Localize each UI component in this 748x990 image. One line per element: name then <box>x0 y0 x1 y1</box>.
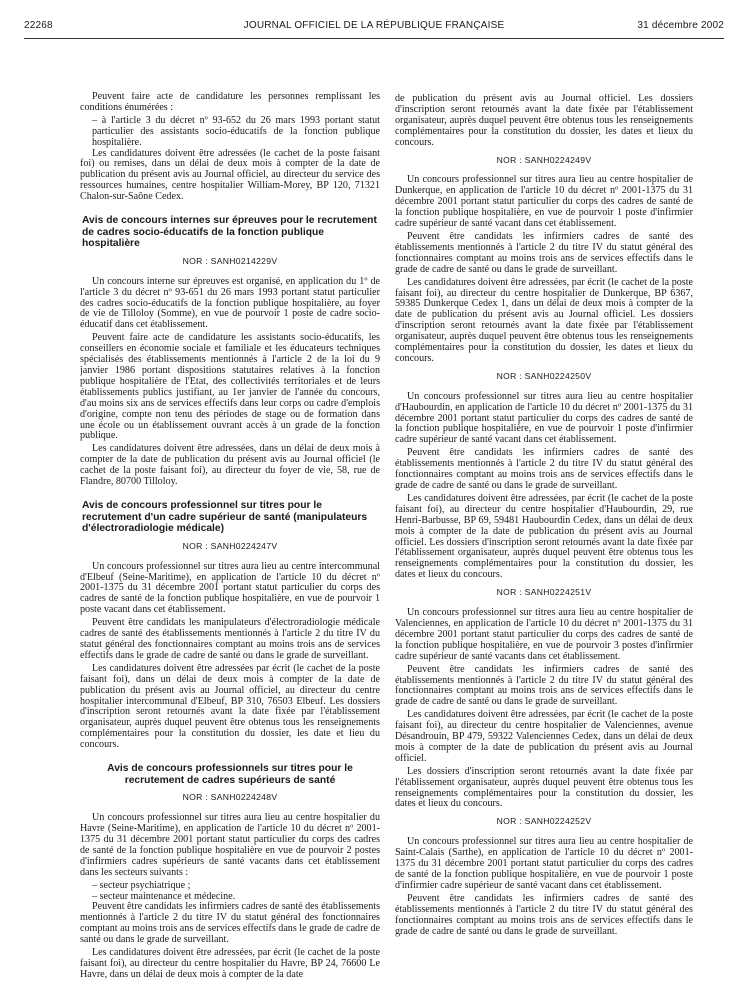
paragraph: Peuvent être candidats les infirmiers cadres de santé des établissements mentionnés à l'article 2 du titre IV du statut général des fonctionnaires comptant au moins trois ans de services effectifs dans le grade de cadre de santé ou dans le grade de surveillant. <box>395 892 693 937</box>
paragraph: Peuvent être candidats les infirmiers cadres de santé des établissements mentionnés à l'article 2 du titre IV du statut général des fonctionnaires comptant au moins trois ans de services effectifs dans le grade de cadre de santé ou dans le grade de surveillant. <box>395 230 693 275</box>
header-rule <box>24 38 724 39</box>
paragraph: Peuvent faire acte de candidature les personnes remplissant les conditions énumérées : <box>80 92 380 113</box>
nor-reference: NOR : SANH0224247V <box>182 540 278 551</box>
list-item: – secteur psychiatrique ; <box>92 879 191 891</box>
paragraph: Un concours professionnel sur titres aura lieu au centre hospitalier d'Haubourdin, en application de l'article 10 du décret nº 2001-1375 du 31 décembre 2001 portant statut particulier du corps des cadres de santé de la fonction publique hospitalière, en vue de pourvoir 1 poste d'infirmier cadre supérieur de santé vacant dans cet établissement. <box>395 390 693 446</box>
paragraph: Les candidatures doivent être adressées, dans un délai de deux mois à compter de la date de publication du présent avis au Journal officiel (le cachet de la poste faisant foi), au directeur du foyer de vie, 58, rue de Flandre, 80700 Tilloloy. <box>80 443 380 488</box>
left-column <box>80 92 380 982</box>
paragraph: Les dossiers d'inscription seront retournés avant la date fixée par l'établissement organisateur, auprès duquel peuvent être obtenus tous les renseignements complémentaires pour la constitution du dossier, les dates et lieux du concours. <box>395 765 693 810</box>
page-number: 22268 <box>24 20 53 31</box>
paragraph: Les candidatures doivent être adressées (le cachet de la poste faisant foi) ou remises, dans un délai de deux mois à compter de la date de publication du présent avis au Journal officiel, au directeur du service des ressources humaines, centre hospitalier William-Morey, BP 120, 71321 Chalon-sur-Saône Cedex. <box>80 147 380 203</box>
nor-reference: NOR : SANH0224252V <box>496 816 592 827</box>
paragraph: Les candidatures doivent être adressées, par écrit (le cachet de la poste faisant foi), au directeur du centre hospitalier du Havre, BP 24, 76600 Le Havre, dans un délai de deux mois à compter de la date <box>80 947 380 980</box>
paragraph: de publication du présent avis au Journal officiel. Les dossiers d'inscription seront retournés avant la date fixée par l'établissement organisateur, auprès duquel peuvent être obtenus tous les renseignements complémentaires pour la constitution du dossier, les dates et lieux du concours. <box>395 94 693 148</box>
paragraph: Les candidatures doivent être adressées par écrit (le cachet de la poste faisant foi), dans un délai de deux mois à compter de la date de publication du présent avis au Journal officiel, au directeur du centre hospitalier intercommunal d'Elbeuf, BP 310, 76503 Elbeuf. Les dossiers d'inscription seront retournés avant la date fixée par l'établissement organisateur, auprès duquel peuvent être obtenus tous les renseignements complémentaires pour la constitution du dossier, les date et lieu du concours. <box>80 662 380 751</box>
notice-heading: Avis de concours professionnels sur titres pour le recrutement de cadres supérieurs de santé <box>107 763 353 786</box>
paragraph: Un concours professionnel sur titres aura lieu au centre intercommunal d'Elbeuf (Seine-Maritime), en application de l'article 10 du décret nº 2001-1375 du 31 décembre 2001 portant statut particulier du corps des cadres de santé de la fonction publique hospitalière, en vue de pourvoir 1 poste vacant dans cet établissement. <box>80 560 380 616</box>
paragraph: Un concours professionnel sur titres aura lieu au centre hospitalier de Saint-Calais (Sarthe), en application de l'article 10 du décret nº 2001-1375 du 31 décembre 2001 portant statut particulier du corps des cadres de santé de la fonction publique hospitalière, en vue de pourvoir 1 poste d'infirmier cadre supérieur de santé vacant dans cet établissement. <box>395 836 693 891</box>
paragraph: Peuvent être candidats les infirmiers cadres de santé des établissements mentionnés à l'article 2 du titre IV du statut général des fonctionnaires comptant au moins trois ans de services effectifs dans le grade de cadre de santé ou dans le grade de surveillant. <box>80 901 380 946</box>
paragraph: Peuvent être candidats les infirmiers cadres de santé des établissements mentionnés à l'article 2 du titre IV du statut général des fonctionnaires comptant au moins trois ans de services effectifs dans le grade de cadre de santé ou dans le grade de surveillant. <box>395 447 693 491</box>
paragraph: Peuvent faire acte de candidature les assistants socio-éducatifs, les conseillers en économie sociale et familiale et les éducateurs techniques spécialisés des établissements mentionnés à l'article 2 de la loi du 9 janvier 1986 portant dispositions statutaires relatives à la fonction publique hospitalière de l'Etat, des collectivités territoriales et de leurs établissements publics justifiant, au 1er janvier de l'année du concours, d'au moins six ans de services effectifs dans leur corps ou cadre d'emplois d'origine, compte non tenu des périodes de stage ou de formation dans une école ou un établissement ouvrant accès à un grade de la fonction publique. <box>80 332 380 442</box>
paragraph: Peuvent être candidats les infirmiers cadres de santé des établissements mentionnés à l'article 2 du titre IV du statut général des fonctionnaires comptant au moins trois ans de services effectifs dans le grade de cadre de santé ou dans le grade de surveillant. <box>395 663 693 708</box>
nor-reference: NOR : SANH0224249V <box>496 154 592 165</box>
paragraph: Un concours interne sur épreuves est organisé, en application du 1º de l'article 3 du décret nº 93-651 du 26 mars 1993 portant statut particulier des cadres socio-éducatifs de la fonction publique hospitalière, au foyer de vie de Tilloloy (Somme), en vue de pourvoir 1 poste de cadre socio-éducatif dans cet établissement. <box>80 275 380 331</box>
notice-heading: Avis de concours professionnel sur titres pour le recrutement d'un cadre supérieur de santé (manipulateurs d'électroradiologie médicale) <box>82 499 368 535</box>
list-item: – secteur maintenance et médecine. <box>92 890 236 902</box>
journal-title: JOURNAL OFFICIEL DE LA RÉPUBLIQUE FRANÇAISE <box>243 20 505 31</box>
nor-reference: NOR : SANH0214229V <box>182 255 278 266</box>
list-item: – à l'article 3 du décret nº 93-652 du 26 mars 1993 portant statut particulier des assistants socio-éducatifs de la fonction publique hospitalière. <box>92 114 380 148</box>
nor-reference: NOR : SANH0224250V <box>496 370 592 381</box>
paragraph: Un concours professionnel sur titres aura lieu au centre hospitalier de Dunkerque, en application de l'article 10 du décret nº 2001-1375 du 31 décembre 2001 portant statut particulier du corps des cadres de santé de la fonction publique hospitalière, en vue de pourvoir 1 poste d'infirmier cadre supérieur de santé vacant dans cet établissement. <box>395 174 693 230</box>
notice-heading: Avis de concours internes sur épreuves pour le recrutement de cadres socio-éducatifs de la fonction publique hospitalière <box>82 215 377 250</box>
issue-date: 31 décembre 2002 <box>637 20 724 31</box>
paragraph: Un concours professionnel sur titres aura lieu au centre hospitalier de Valenciennes, en application de l'article 10 du décret nº 2001-1375 du 31 décembre 2001 portant statut particulier du corps des cadres de santé de la fonction publique hospitalière, en vue de pourvoir 3 postes d'infirmier cadre supérieur de santé vacants dans cet établissement. <box>395 607 693 662</box>
paragraph: Peuvent être candidats les manipulateurs d'électroradiologie médicale cadres de santé des établissements mentionnés à l'article 2 du titre IV du statut général des fonctionnaires comptant au moins trois ans de services effectifs dans le grade de cadre de santé ou dans le grade de surveillant. <box>80 617 380 661</box>
nor-reference: NOR : SANH0224248V <box>182 792 278 803</box>
paragraph: Les candidatures doivent être adressées, par écrit (le cachet de la poste faisant foi), au directeur du centre hospitalier de Dunkerque, BP 6367, 59385 Dunkerque Cedex 1, dans un délai de deux mois à compter de la date de publication du présent avis au Journal officiel. Les dossiers d'inscription seront retournés avant la date fixée par l'établissement organisateur, auprès duquel peuvent être obtenus tous les renseignements complémentaires pour la constitution du dossier, les dates et lieux du concours. <box>395 276 693 364</box>
page-header <box>24 20 724 36</box>
paragraph: Un concours professionnel sur titres aura lieu au centre hospitalier du Havre (Seine-Maritime), en application de l'article 10 du décret nº 2001-1375 du 31 décembre 2001 portant statut particulier du corps des cadres de santé de la fonction publique hospitalière en vue de pourvoir 2 postes d'infirmiers cadres supérieurs de santé vacants dans cet établissement dans les secteurs suivants : <box>80 812 380 878</box>
right-column <box>395 94 693 984</box>
paragraph: Les candidatures doivent être adressées, par écrit (le cachet de la poste faisant foi), au directeur du centre hospitalier de Valenciennes, avenue Désandrouin, BP 479, 59322 Valenciennes Cedex, dans un délai de deux mois à compter de la date de publication du présent avis au Journal officiel. <box>395 709 693 764</box>
paragraph: Les candidatures doivent être adressées, par écrit (le cachet de la poste faisant foi), au directeur du centre hospitalier d'Haubourdin, 29, rue Henri-Barbusse, BP 69, 59481 Haubourdin Cedex, dans un délai de deux mois à compter de la date de publication du présent avis au Journal officiel. Les dossiers d'inscription seront retournés avant la date fixée par l'établissement organisateur, auprès duquel peuvent être obtenus tous les renseignements complémentaires pour la constitution du dossier, les dates et lieux du concours. <box>395 492 693 581</box>
nor-reference: NOR : SANH0224251V <box>496 587 592 598</box>
